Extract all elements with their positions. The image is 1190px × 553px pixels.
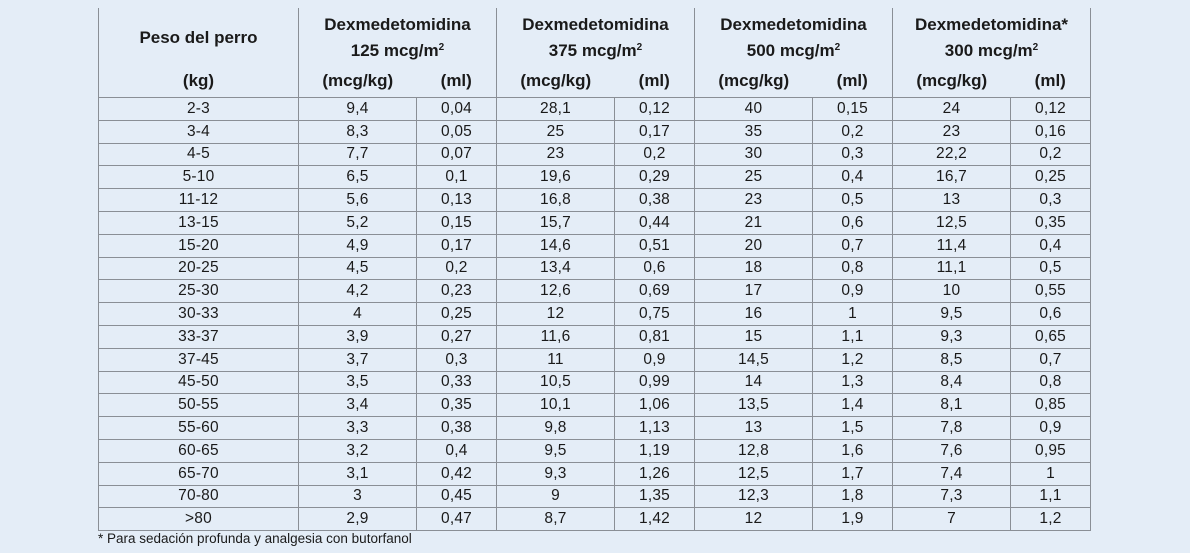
dose-125-mcgkg-cell: 3,3 bbox=[299, 417, 417, 440]
dose-125-ml-cell: 0,42 bbox=[417, 462, 497, 485]
table-row bbox=[99, 325, 1091, 348]
dose-375-mcgkg-cell: 19,6 bbox=[497, 166, 615, 189]
weight-cell: 5-10 bbox=[99, 166, 299, 189]
weight-cell: 45-50 bbox=[99, 371, 299, 394]
table-row bbox=[99, 439, 1091, 462]
dose-500-ml-cell: 1,3 bbox=[813, 371, 893, 394]
dose-500-ml-cell: 0,3 bbox=[813, 143, 893, 166]
dose-125-ml-cell: 0,47 bbox=[417, 508, 497, 531]
dose-375-mcgkg-cell: 16,8 bbox=[497, 189, 615, 212]
dose-500-mcgkg-cell: 17 bbox=[695, 280, 813, 303]
table-row bbox=[99, 189, 1091, 212]
dose-125-mcgkg-cell: 4 bbox=[299, 303, 417, 326]
weight-cell: 11-12 bbox=[99, 189, 299, 212]
dose-375-ml-cell: 0,51 bbox=[615, 234, 695, 257]
dose-300-ml-cell: 0,8 bbox=[1011, 371, 1091, 394]
dose-125-mcgkg-cell: 4,5 bbox=[299, 257, 417, 280]
dose-300-mcgkg-cell: 13 bbox=[893, 189, 1011, 212]
table-row bbox=[99, 462, 1091, 485]
dose-500-ml-cell: 1,5 bbox=[813, 417, 893, 440]
dose-500-mcgkg-cell: 20 bbox=[695, 234, 813, 257]
dose-125-ml-cell: 0,2 bbox=[417, 257, 497, 280]
weight-cell: 20-25 bbox=[99, 257, 299, 280]
unit-mcg-kg-label: (mcg/kg) bbox=[695, 64, 813, 98]
dose-125-ml-cell: 0,23 bbox=[417, 280, 497, 303]
dose-125-mcgkg-cell: 3,1 bbox=[299, 462, 417, 485]
dose-500-mcgkg-cell: 35 bbox=[695, 120, 813, 143]
dose-125-ml-cell: 0,1 bbox=[417, 166, 497, 189]
dose-125-mcgkg-cell: 3,4 bbox=[299, 394, 417, 417]
dose-300-mcgkg-cell: 7 bbox=[893, 508, 1011, 531]
dose-375-ml-cell: 0,29 bbox=[615, 166, 695, 189]
dose-375-mcgkg-cell: 23 bbox=[497, 143, 615, 166]
dose-125-ml-cell: 0,27 bbox=[417, 325, 497, 348]
dose-375-mcgkg-cell: 9,5 bbox=[497, 439, 615, 462]
dose-300-mcgkg-cell: 7,4 bbox=[893, 462, 1011, 485]
dose-125-mcgkg-cell: 3,5 bbox=[299, 371, 417, 394]
table-row bbox=[99, 98, 1091, 121]
dose-300-ml-cell: 0,3 bbox=[1011, 189, 1091, 212]
dose-500-mcgkg-cell: 30 bbox=[695, 143, 813, 166]
dose-125-ml-cell: 0,15 bbox=[417, 211, 497, 234]
weight-cell: 65-70 bbox=[99, 462, 299, 485]
dose-375-mcgkg-cell: 10,1 bbox=[497, 394, 615, 417]
dose-500-ml-cell: 1,6 bbox=[813, 439, 893, 462]
table-row bbox=[99, 485, 1091, 508]
weight-cell: 13-15 bbox=[99, 211, 299, 234]
table-row bbox=[99, 257, 1091, 280]
dose-375-mcgkg-cell: 15,7 bbox=[497, 211, 615, 234]
dose-300-mcgkg-cell: 24 bbox=[893, 98, 1011, 121]
dose-500-ml-cell: 1,8 bbox=[813, 485, 893, 508]
dose-500-mcgkg-cell: 15 bbox=[695, 325, 813, 348]
dose-300-ml-cell: 0,65 bbox=[1011, 325, 1091, 348]
dose-375-ml-cell: 0,75 bbox=[615, 303, 695, 326]
dose-500-mcgkg-cell: 12,8 bbox=[695, 439, 813, 462]
dosage-table bbox=[98, 8, 1091, 531]
unit-ml-label: (ml) bbox=[1011, 64, 1091, 98]
dose-125-ml-cell: 0,38 bbox=[417, 417, 497, 440]
dose-375-ml-cell: 1,06 bbox=[615, 394, 695, 417]
dose-300-ml-cell: 0,25 bbox=[1011, 166, 1091, 189]
dose-group-rate: 500 mcg/m bbox=[746, 40, 835, 60]
dose-300-ml-cell: 0,35 bbox=[1011, 211, 1091, 234]
dose-125-ml-cell: 0,4 bbox=[417, 439, 497, 462]
dose-300-mcgkg-cell: 7,6 bbox=[893, 439, 1011, 462]
table-row bbox=[99, 211, 1091, 234]
weight-cell: 25-30 bbox=[99, 280, 299, 303]
table-row bbox=[99, 120, 1091, 143]
dose-500-ml-cell: 0,4 bbox=[813, 166, 893, 189]
dose-375-ml-cell: 0,9 bbox=[615, 348, 695, 371]
dose-500-ml-cell: 1,1 bbox=[813, 325, 893, 348]
dose-125-mcgkg-cell: 9,4 bbox=[299, 98, 417, 121]
weight-cell: 55-60 bbox=[99, 417, 299, 440]
dose-500-mcgkg-cell: 40 bbox=[695, 98, 813, 121]
dose-375-ml-cell: 0,44 bbox=[615, 211, 695, 234]
dose-300-mcgkg-cell: 11,1 bbox=[893, 257, 1011, 280]
dose-500-ml-cell: 1,7 bbox=[813, 462, 893, 485]
dose-300-ml-cell: 0,6 bbox=[1011, 303, 1091, 326]
dose-375-ml-cell: 1,19 bbox=[615, 439, 695, 462]
dose-125-mcgkg-cell: 3,9 bbox=[299, 325, 417, 348]
dose-300-mcgkg-cell: 10 bbox=[893, 280, 1011, 303]
dose-500-ml-cell: 0,5 bbox=[813, 189, 893, 212]
dose-375-ml-cell: 1,35 bbox=[615, 485, 695, 508]
dose-500-ml-cell: 1,4 bbox=[813, 394, 893, 417]
dose-125-mcgkg-cell: 5,2 bbox=[299, 211, 417, 234]
footnote: * Para sedación profunda y analgesia con butorfanol bbox=[98, 531, 412, 546]
dose-500-mcgkg-cell: 14,5 bbox=[695, 348, 813, 371]
dose-125-ml-cell: 0,25 bbox=[417, 303, 497, 326]
table-row bbox=[99, 371, 1091, 394]
table-row bbox=[99, 303, 1091, 326]
dose-375-mcgkg-cell: 8,7 bbox=[497, 508, 615, 531]
dose-500-mcgkg-cell: 12,5 bbox=[695, 462, 813, 485]
dose-125-ml-cell: 0,04 bbox=[417, 98, 497, 121]
weight-unit-label: (kg) bbox=[99, 64, 299, 98]
dose-500-mcgkg-cell: 25 bbox=[695, 166, 813, 189]
dose-500-mcgkg-cell: 12 bbox=[695, 508, 813, 531]
dose-375-mcgkg-cell: 28,1 bbox=[497, 98, 615, 121]
dose-125-ml-cell: 0,35 bbox=[417, 394, 497, 417]
dose-group-header-125 bbox=[299, 8, 497, 64]
dose-375-ml-cell: 0,81 bbox=[615, 325, 695, 348]
dose-300-mcgkg-cell: 23 bbox=[893, 120, 1011, 143]
table-row bbox=[99, 234, 1091, 257]
dose-375-mcgkg-cell: 12 bbox=[497, 303, 615, 326]
dose-500-ml-cell: 1,2 bbox=[813, 348, 893, 371]
dose-group-rate-exponent: 2 bbox=[834, 41, 841, 53]
dose-300-ml-cell: 0,12 bbox=[1011, 98, 1091, 121]
dose-375-ml-cell: 0,12 bbox=[615, 98, 695, 121]
dose-375-ml-cell: 0,38 bbox=[615, 189, 695, 212]
dose-375-mcgkg-cell: 14,6 bbox=[497, 234, 615, 257]
dose-125-mcgkg-cell: 3,7 bbox=[299, 348, 417, 371]
dose-125-mcgkg-cell: 4,2 bbox=[299, 280, 417, 303]
dose-300-mcgkg-cell: 7,8 bbox=[893, 417, 1011, 440]
dose-125-mcgkg-cell: 2,9 bbox=[299, 508, 417, 531]
dose-300-mcgkg-cell: 7,3 bbox=[893, 485, 1011, 508]
dose-375-ml-cell: 0,99 bbox=[615, 371, 695, 394]
dose-125-ml-cell: 0,05 bbox=[417, 120, 497, 143]
dose-300-mcgkg-cell: 12,5 bbox=[893, 211, 1011, 234]
dose-300-mcgkg-cell: 8,4 bbox=[893, 371, 1011, 394]
dose-300-ml-cell: 1 bbox=[1011, 462, 1091, 485]
dose-500-ml-cell: 0,15 bbox=[813, 98, 893, 121]
dose-300-mcgkg-cell: 16,7 bbox=[893, 166, 1011, 189]
dose-125-ml-cell: 0,45 bbox=[417, 485, 497, 508]
dose-500-mcgkg-cell: 21 bbox=[695, 211, 813, 234]
dose-125-ml-cell: 0,3 bbox=[417, 348, 497, 371]
dose-300-ml-cell: 0,7 bbox=[1011, 348, 1091, 371]
weight-cell: 30-33 bbox=[99, 303, 299, 326]
dose-125-ml-cell: 0,33 bbox=[417, 371, 497, 394]
dose-375-mcgkg-cell: 10,5 bbox=[497, 371, 615, 394]
unit-ml-label: (ml) bbox=[615, 64, 695, 98]
dose-500-mcgkg-cell: 13,5 bbox=[695, 394, 813, 417]
dose-375-mcgkg-cell: 12,6 bbox=[497, 280, 615, 303]
dose-125-ml-cell: 0,07 bbox=[417, 143, 497, 166]
dose-300-ml-cell: 0,95 bbox=[1011, 439, 1091, 462]
table-row bbox=[99, 394, 1091, 417]
dose-300-ml-cell: 0,2 bbox=[1011, 143, 1091, 166]
table-row bbox=[99, 143, 1091, 166]
dose-group-name: Dexmedetomidina bbox=[522, 14, 669, 34]
dose-375-mcgkg-cell: 11,6 bbox=[497, 325, 615, 348]
dose-125-mcgkg-cell: 6,5 bbox=[299, 166, 417, 189]
dose-300-ml-cell: 0,55 bbox=[1011, 280, 1091, 303]
dose-group-name: Dexmedetomidina bbox=[324, 14, 471, 34]
dose-375-mcgkg-cell: 9,3 bbox=[497, 462, 615, 485]
dose-300-ml-cell: 1,2 bbox=[1011, 508, 1091, 531]
dose-375-ml-cell: 0,17 bbox=[615, 120, 695, 143]
dose-500-ml-cell: 0,6 bbox=[813, 211, 893, 234]
unit-ml-label: (ml) bbox=[417, 64, 497, 98]
dose-300-mcgkg-cell: 8,5 bbox=[893, 348, 1011, 371]
table-row bbox=[99, 417, 1091, 440]
weight-cell: 33-37 bbox=[99, 325, 299, 348]
table-header bbox=[99, 8, 1091, 98]
dose-500-mcgkg-cell: 16 bbox=[695, 303, 813, 326]
dose-375-ml-cell: 0,69 bbox=[615, 280, 695, 303]
dose-300-ml-cell: 0,4 bbox=[1011, 234, 1091, 257]
dose-500-mcgkg-cell: 18 bbox=[695, 257, 813, 280]
table-row bbox=[99, 508, 1091, 531]
dose-group-rate-exponent: 2 bbox=[438, 41, 445, 53]
dose-500-ml-cell: 0,9 bbox=[813, 280, 893, 303]
dose-125-ml-cell: 0,17 bbox=[417, 234, 497, 257]
dose-group-name: Dexmedetomidina* bbox=[914, 14, 1069, 34]
dose-group-header-300 bbox=[893, 8, 1091, 64]
dose-125-mcgkg-cell: 5,6 bbox=[299, 189, 417, 212]
dose-group-rate-exponent: 2 bbox=[636, 41, 643, 53]
weight-cell: 70-80 bbox=[99, 485, 299, 508]
dose-125-mcgkg-cell: 8,3 bbox=[299, 120, 417, 143]
weight-cell: 3-4 bbox=[99, 120, 299, 143]
dose-375-ml-cell: 1,42 bbox=[615, 508, 695, 531]
dose-500-ml-cell: 1,9 bbox=[813, 508, 893, 531]
dose-375-mcgkg-cell: 25 bbox=[497, 120, 615, 143]
dose-500-ml-cell: 0,8 bbox=[813, 257, 893, 280]
weight-cell: 60-65 bbox=[99, 439, 299, 462]
dose-300-ml-cell: 0,85 bbox=[1011, 394, 1091, 417]
dose-500-ml-cell: 1 bbox=[813, 303, 893, 326]
dose-group-rate-exponent: 2 bbox=[1032, 41, 1039, 53]
unit-ml-label: (ml) bbox=[813, 64, 893, 98]
dose-group-rate: 375 mcg/m bbox=[548, 40, 637, 60]
weight-cell: 50-55 bbox=[99, 394, 299, 417]
dose-300-ml-cell: 0,5 bbox=[1011, 257, 1091, 280]
unit-mcg-kg-label: (mcg/kg) bbox=[893, 64, 1011, 98]
dose-125-mcgkg-cell: 4,9 bbox=[299, 234, 417, 257]
dose-375-mcgkg-cell: 9,8 bbox=[497, 417, 615, 440]
weight-cell: 4-5 bbox=[99, 143, 299, 166]
dose-125-mcgkg-cell: 7,7 bbox=[299, 143, 417, 166]
unit-mcg-kg-label: (mcg/kg) bbox=[299, 64, 417, 98]
dose-375-mcgkg-cell: 9 bbox=[497, 485, 615, 508]
dose-500-mcgkg-cell: 23 bbox=[695, 189, 813, 212]
dose-group-header-375 bbox=[497, 8, 695, 64]
dose-500-ml-cell: 0,7 bbox=[813, 234, 893, 257]
dose-group-header-500 bbox=[695, 8, 893, 64]
dose-500-mcgkg-cell: 14 bbox=[695, 371, 813, 394]
dose-group-rate: 125 mcg/m bbox=[350, 40, 439, 60]
dose-125-ml-cell: 0,13 bbox=[417, 189, 497, 212]
weight-cell: >80 bbox=[99, 508, 299, 531]
dose-375-ml-cell: 1,26 bbox=[615, 462, 695, 485]
dose-group-rate: 300 mcg/m bbox=[944, 40, 1033, 60]
dose-300-mcgkg-cell: 9,3 bbox=[893, 325, 1011, 348]
dose-125-mcgkg-cell: 3,2 bbox=[299, 439, 417, 462]
dose-300-mcgkg-cell: 22,2 bbox=[893, 143, 1011, 166]
dose-300-ml-cell: 0,9 bbox=[1011, 417, 1091, 440]
dose-300-mcgkg-cell: 9,5 bbox=[893, 303, 1011, 326]
dose-300-ml-cell: 0,16 bbox=[1011, 120, 1091, 143]
dose-375-mcgkg-cell: 13,4 bbox=[497, 257, 615, 280]
weight-column-title: Peso del perro bbox=[99, 8, 299, 64]
dose-375-mcgkg-cell: 11 bbox=[497, 348, 615, 371]
table-row bbox=[99, 166, 1091, 189]
weight-cell: 37-45 bbox=[99, 348, 299, 371]
dose-300-mcgkg-cell: 11,4 bbox=[893, 234, 1011, 257]
table-row bbox=[99, 348, 1091, 371]
dose-500-mcgkg-cell: 13 bbox=[695, 417, 813, 440]
dose-300-mcgkg-cell: 8,1 bbox=[893, 394, 1011, 417]
dosage-table-container bbox=[98, 8, 1091, 531]
dose-500-ml-cell: 0,2 bbox=[813, 120, 893, 143]
dose-300-ml-cell: 1,1 bbox=[1011, 485, 1091, 508]
dose-125-mcgkg-cell: 3 bbox=[299, 485, 417, 508]
weight-cell: 2-3 bbox=[99, 98, 299, 121]
dose-group-name: Dexmedetomidina bbox=[720, 14, 867, 34]
table-row bbox=[99, 280, 1091, 303]
table-body bbox=[99, 98, 1091, 531]
dose-375-ml-cell: 0,2 bbox=[615, 143, 695, 166]
unit-mcg-kg-label: (mcg/kg) bbox=[497, 64, 615, 98]
dose-500-mcgkg-cell: 12,3 bbox=[695, 485, 813, 508]
weight-cell: 15-20 bbox=[99, 234, 299, 257]
dose-375-ml-cell: 0,6 bbox=[615, 257, 695, 280]
dose-375-ml-cell: 1,13 bbox=[615, 417, 695, 440]
